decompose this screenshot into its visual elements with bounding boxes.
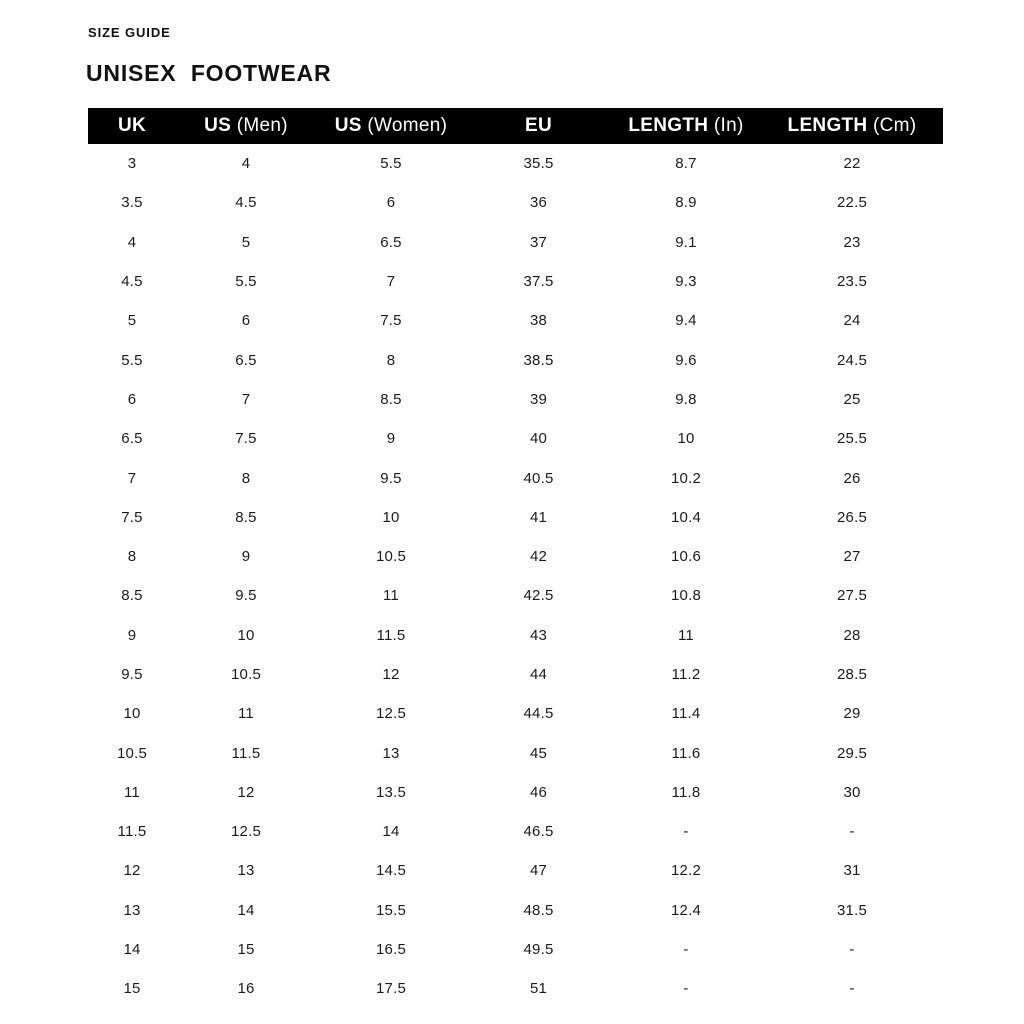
cell-length-in: 10 bbox=[677, 430, 695, 448]
cell-eu: 49.5 bbox=[523, 941, 554, 959]
column-header-length-in-qualifier: (In) bbox=[708, 115, 744, 136]
cell-length-cm: 29.5 bbox=[837, 744, 867, 762]
cell-us-men: 8.5 bbox=[235, 508, 257, 526]
column-header-eu-bold: EU bbox=[525, 115, 552, 136]
cell-length-cm: 31.5 bbox=[837, 901, 867, 919]
cell-length-cm: 23 bbox=[843, 233, 861, 251]
cell-eu: 42 bbox=[529, 548, 548, 566]
column-header-us-men-bold: US bbox=[204, 115, 232, 136]
cell-length-in: 8.7 bbox=[675, 155, 697, 173]
cell-us-men: 9.5 bbox=[235, 587, 257, 605]
cell-length-in: 9.3 bbox=[675, 273, 697, 291]
cell-us-women: 15.5 bbox=[376, 901, 406, 919]
table-row bbox=[88, 851, 943, 890]
cell-uk: 4.5 bbox=[121, 273, 143, 291]
cell-length-cm: 25 bbox=[843, 390, 861, 408]
cell-us-women: 5.5 bbox=[380, 155, 402, 173]
cell-length-in: 10.4 bbox=[671, 508, 701, 526]
table-row bbox=[88, 812, 943, 851]
cell-uk: 8 bbox=[127, 548, 137, 566]
column-header-length-cm-qualifier: (Cm) bbox=[867, 115, 917, 136]
cell-us-men: 6 bbox=[241, 312, 251, 330]
column-header-length-cm-bold: LENGTH bbox=[787, 115, 868, 136]
cell-eu: 47 bbox=[529, 862, 548, 880]
cell-us-women: 13.5 bbox=[376, 783, 406, 801]
cell-length-in: 11.2 bbox=[671, 666, 701, 683]
cell-length-in: - bbox=[683, 980, 689, 998]
header-row bbox=[88, 108, 943, 144]
cell-us-men: 4 bbox=[241, 155, 251, 173]
cell-us-women: 13 bbox=[382, 744, 400, 762]
cell-us-women: 11.5 bbox=[376, 626, 406, 644]
cell-length-cm: 24 bbox=[843, 312, 861, 330]
table-row bbox=[88, 969, 943, 1008]
cell-uk: 14 bbox=[123, 941, 141, 959]
cell-length-cm: 29 bbox=[843, 705, 861, 723]
table-row bbox=[88, 930, 943, 969]
cell-length-in: 11.6 bbox=[671, 744, 701, 762]
cell-length-in: 12.2 bbox=[671, 862, 701, 880]
table-row bbox=[88, 498, 943, 537]
cell-eu: 41 bbox=[529, 508, 548, 526]
cell-us-women: 9 bbox=[386, 430, 396, 448]
cell-uk: 12 bbox=[123, 862, 141, 880]
cell-us-men: 5 bbox=[241, 233, 251, 251]
cell-length-in: 9.1 bbox=[675, 233, 697, 251]
cell-length-cm: 26.5 bbox=[837, 508, 867, 526]
cell-eu: 44 bbox=[529, 666, 548, 683]
cell-length-cm: 23.5 bbox=[837, 273, 867, 291]
cell-uk: 6 bbox=[127, 390, 137, 408]
table-row bbox=[88, 576, 943, 615]
cell-length-in: 11 bbox=[678, 626, 694, 644]
cell-us-men: 11.5 bbox=[231, 744, 261, 762]
table-row bbox=[88, 380, 943, 419]
cell-length-in: 8.9 bbox=[675, 194, 697, 212]
cell-uk: 5 bbox=[127, 312, 137, 330]
table-row bbox=[88, 891, 943, 930]
cell-us-women: 16.5 bbox=[376, 941, 406, 959]
cell-length-in: 9.8 bbox=[675, 390, 697, 408]
cell-length-cm: 30 bbox=[843, 783, 861, 801]
cell-length-cm: - bbox=[849, 823, 855, 841]
table-row bbox=[88, 262, 943, 301]
column-header-us-women bbox=[316, 108, 466, 144]
cell-eu: 39 bbox=[529, 390, 548, 408]
cell-us-men: 14 bbox=[237, 901, 255, 919]
cell-length-in: 10.8 bbox=[671, 587, 701, 605]
column-header-length-cm bbox=[761, 108, 943, 144]
table-row bbox=[88, 616, 943, 655]
cell-us-women: 6 bbox=[386, 194, 396, 212]
table-row bbox=[88, 419, 943, 458]
column-header-us-men bbox=[176, 108, 316, 144]
column-header-us-men-qualifier: (Men) bbox=[231, 115, 288, 136]
cell-us-men: 11 bbox=[238, 705, 254, 723]
table-row bbox=[88, 694, 943, 733]
cell-us-women: 7 bbox=[386, 273, 396, 291]
cell-uk: 6.5 bbox=[121, 430, 143, 448]
cell-us-men: 5.5 bbox=[235, 273, 257, 291]
cell-eu: 38.5 bbox=[523, 351, 554, 369]
cell-length-cm: 27.5 bbox=[837, 587, 867, 605]
cell-eu: 44.5 bbox=[523, 705, 554, 723]
page-title: UNISEX FOOTWEAR bbox=[86, 60, 332, 86]
cell-eu: 46 bbox=[529, 783, 548, 801]
table-row bbox=[88, 183, 943, 222]
cell-us-men: 9 bbox=[241, 548, 251, 566]
cell-us-women: 6.5 bbox=[380, 233, 402, 251]
cell-eu: 45 bbox=[529, 744, 548, 762]
cell-eu: 43 bbox=[529, 626, 548, 644]
cell-us-women: 14 bbox=[382, 823, 400, 841]
cell-uk: 7.5 bbox=[121, 508, 143, 526]
column-header-us-women-qualifier: (Women) bbox=[361, 115, 448, 136]
cell-eu: 36 bbox=[529, 194, 548, 212]
cell-uk: 10.5 bbox=[117, 744, 147, 762]
cell-us-men: 10 bbox=[237, 626, 255, 644]
cell-uk: 13 bbox=[123, 901, 141, 919]
cell-us-men: 12 bbox=[237, 783, 255, 801]
cell-length-in: - bbox=[683, 941, 689, 959]
table-row bbox=[88, 655, 943, 694]
cell-length-in: 10.2 bbox=[671, 469, 701, 487]
table-row bbox=[88, 458, 943, 497]
cell-length-cm: 24.5 bbox=[837, 351, 867, 369]
column-header-us-women-bold: US bbox=[334, 115, 362, 136]
cell-eu: 38 bbox=[529, 312, 548, 330]
cell-length-cm: - bbox=[849, 941, 855, 959]
cell-eu: 40.5 bbox=[523, 469, 554, 487]
cell-uk: 9.5 bbox=[121, 666, 143, 683]
cell-length-cm: 27 bbox=[843, 548, 861, 566]
table-row bbox=[88, 773, 943, 812]
cell-length-in: 11.8 bbox=[671, 783, 701, 801]
cell-eu: 37 bbox=[529, 233, 548, 251]
cell-length-in: - bbox=[683, 823, 689, 841]
cell-us-women: 7.5 bbox=[380, 312, 402, 330]
table-row bbox=[88, 537, 943, 576]
size-table bbox=[88, 108, 943, 1009]
cell-us-women: 12 bbox=[382, 666, 400, 683]
cell-uk: 11.5 bbox=[117, 823, 147, 841]
cell-us-women: 8 bbox=[386, 351, 396, 369]
cell-us-women: 9.5 bbox=[380, 469, 402, 487]
cell-uk: 5.5 bbox=[121, 351, 143, 369]
cell-length-in: 11.4 bbox=[671, 705, 701, 723]
cell-length-cm: 28.5 bbox=[837, 666, 867, 683]
cell-uk: 10 bbox=[123, 705, 141, 723]
cell-us-men: 15 bbox=[237, 941, 255, 959]
table-row bbox=[88, 301, 943, 340]
cell-us-men: 10.5 bbox=[231, 666, 261, 683]
cell-length-cm: 25.5 bbox=[837, 430, 867, 448]
cell-length-cm: 31 bbox=[843, 862, 861, 880]
cell-eu: 46.5 bbox=[523, 823, 554, 841]
column-header-uk bbox=[88, 108, 176, 144]
column-header-length-in-bold: LENGTH bbox=[628, 115, 709, 136]
cell-us-men: 8 bbox=[241, 469, 251, 487]
cell-us-men: 12.5 bbox=[231, 823, 261, 841]
cell-us-men: 6.5 bbox=[235, 351, 257, 369]
cell-uk: 3.5 bbox=[121, 194, 143, 212]
cell-us-women: 14.5 bbox=[376, 862, 406, 880]
size-table-body bbox=[88, 144, 943, 1009]
table-row bbox=[88, 223, 943, 262]
cell-us-men: 16 bbox=[237, 980, 255, 998]
cell-uk: 8.5 bbox=[121, 587, 143, 605]
cell-uk: 7 bbox=[127, 469, 137, 487]
cell-length-in: 12.4 bbox=[671, 901, 701, 919]
cell-us-men: 13 bbox=[237, 862, 255, 880]
page-eyebrow: SIZE GUIDE bbox=[88, 25, 171, 40]
cell-us-women: 12.5 bbox=[376, 705, 406, 723]
table-row bbox=[88, 340, 943, 379]
cell-uk: 3 bbox=[127, 155, 137, 173]
cell-length-in: 9.4 bbox=[675, 312, 697, 330]
cell-eu: 40 bbox=[529, 430, 548, 448]
column-header-length-in bbox=[611, 108, 761, 144]
cell-length-cm: 22.5 bbox=[837, 194, 867, 212]
cell-uk: 4 bbox=[127, 233, 137, 251]
table-row bbox=[88, 144, 943, 183]
cell-us-men: 4.5 bbox=[235, 194, 257, 212]
cell-us-women: 10.5 bbox=[376, 548, 406, 566]
cell-length-cm: - bbox=[849, 980, 855, 998]
cell-uk: 11 bbox=[124, 783, 140, 801]
column-header-eu bbox=[466, 108, 611, 144]
cell-eu: 42.5 bbox=[523, 587, 554, 605]
cell-uk: 15 bbox=[123, 980, 141, 998]
cell-eu: 51 bbox=[529, 980, 548, 998]
cell-us-women: 8.5 bbox=[380, 390, 402, 408]
cell-us-men: 7.5 bbox=[235, 430, 257, 448]
cell-us-women: 10 bbox=[382, 508, 400, 526]
cell-us-women: 17.5 bbox=[376, 980, 406, 998]
cell-eu: 35.5 bbox=[523, 155, 554, 173]
column-header-uk-bold: UK bbox=[117, 115, 147, 136]
cell-uk: 9 bbox=[127, 626, 137, 644]
cell-length-cm: 28 bbox=[843, 626, 861, 644]
cell-us-men: 7 bbox=[241, 390, 251, 408]
cell-length-cm: 22 bbox=[843, 155, 861, 173]
cell-eu: 48.5 bbox=[523, 901, 554, 919]
size-table-header bbox=[88, 108, 943, 144]
table-row bbox=[88, 733, 943, 772]
cell-us-women: 11 bbox=[383, 587, 399, 605]
cell-length-cm: 26 bbox=[843, 469, 861, 487]
cell-length-in: 10.6 bbox=[671, 548, 701, 566]
cell-length-in: 9.6 bbox=[675, 351, 697, 369]
cell-eu: 37.5 bbox=[523, 273, 554, 291]
